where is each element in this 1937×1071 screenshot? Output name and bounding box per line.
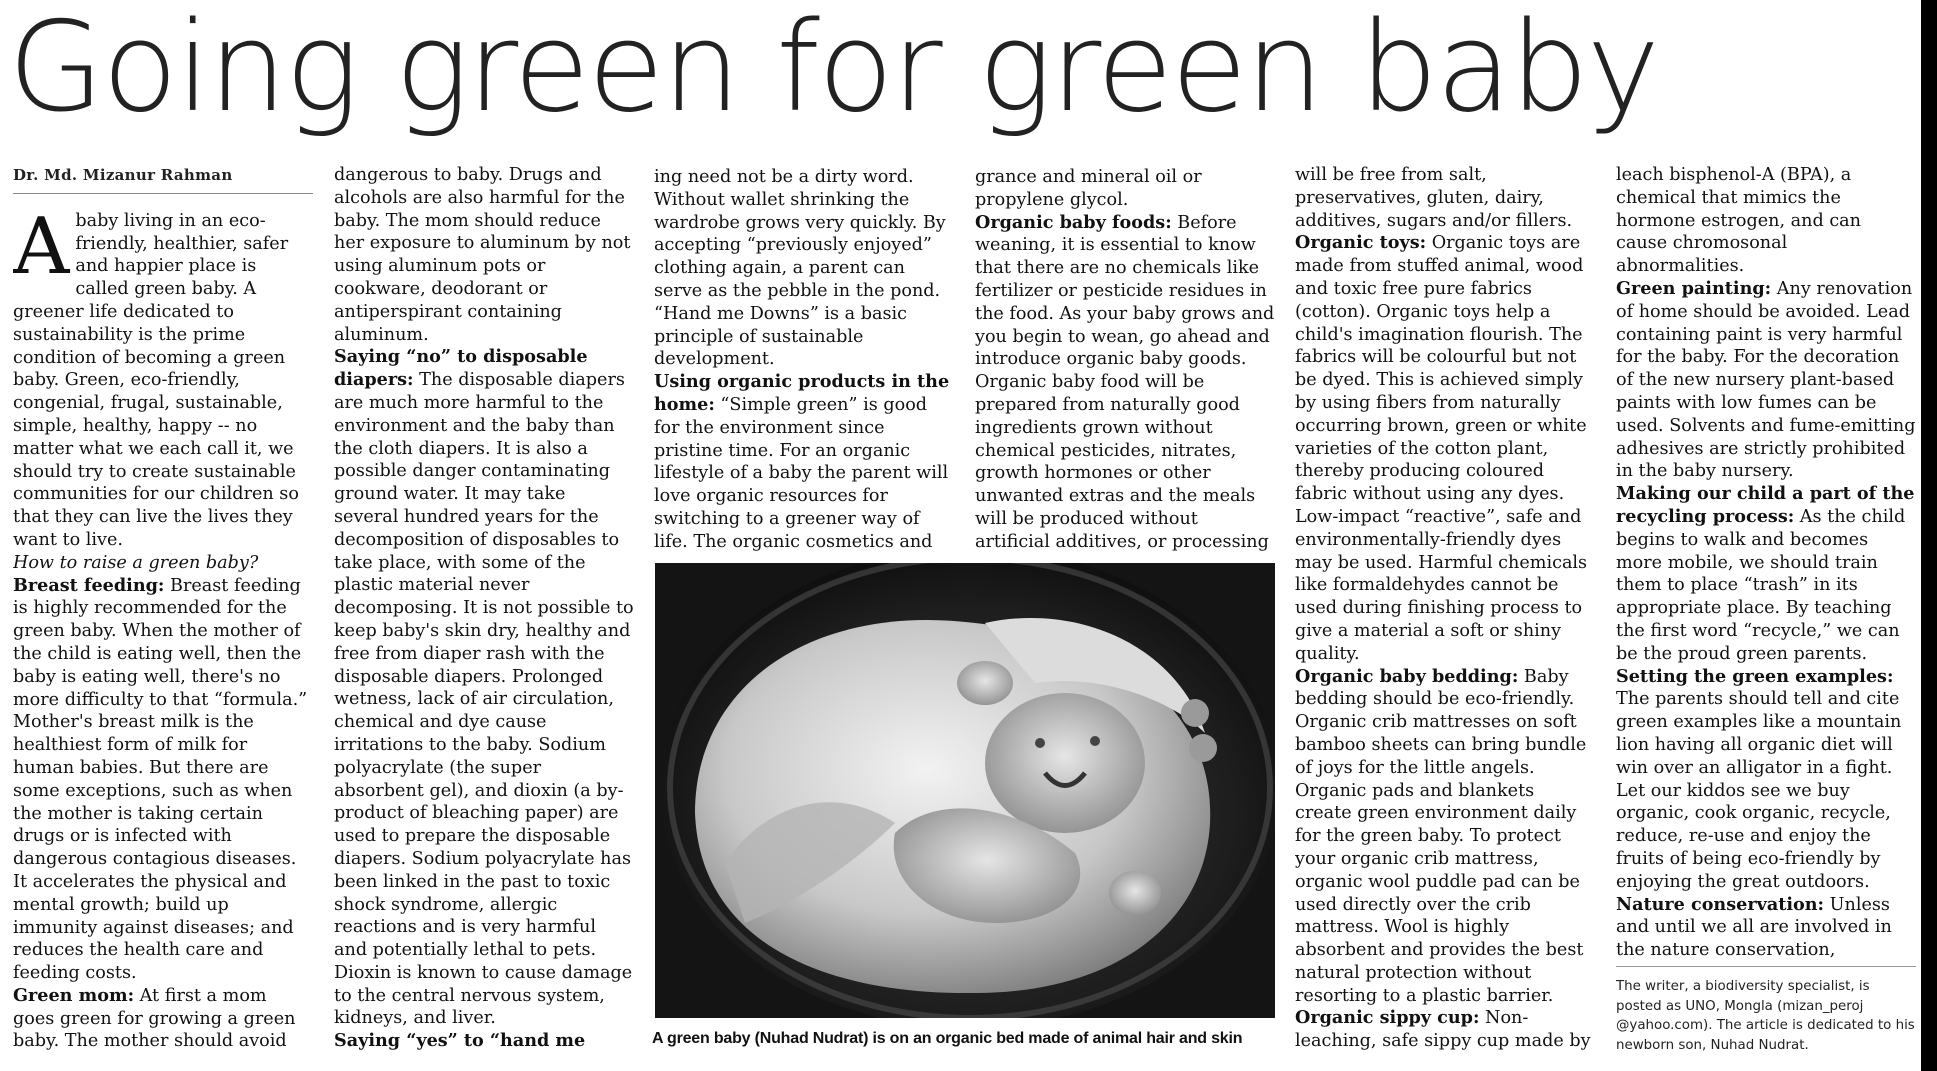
paragraph-green-mom <box>13 985 313 1054</box>
subhead-recycling: Making our child a part of the recycling process: <box>1616 483 1915 527</box>
baby-photo <box>655 563 1275 1018</box>
photo-caption: A green baby (Nuhad Nudrat) is on an organic bed made of animal hair and skin <box>652 1030 1243 1047</box>
text-baby-foods: Before weaning, it is essential to know that there are no chemicals like fertilizer or pesticide residues in the food. As your baby grows and you begin to wean, go ahead and introduce organic baby goods. Organic baby food will be prepared from naturally good ingredients grown without chemical pesticides, nitrates, growth hormones or other unwanted extras and the meals will be produced without artificial additives, or processing <box>975 212 1275 552</box>
text-green-mom: At first a mom goes green for growing a green baby. The mother should avoid <box>13 985 296 1052</box>
paragraph-fragrance: grance and mineral oil or propylene glycol. <box>975 167 1202 210</box>
text-green-painting: Any renovation of home should be avoided. Lead containing paint is very harmful for the baby. For the decoration of the new nursery plant-based paints with low fumes can be used. Solvents and fume-emitting adhesives are strictly prohibited in the baby nursery. <box>1616 278 1916 482</box>
paragraph-free-from: will be free from salt, preservatives, gluten, dairy, additives, sugars and/or fillers. <box>1295 165 1573 231</box>
paragraph-hand-me-downs <box>334 1030 634 1054</box>
subhead-nature-conservation: Nature conservation: <box>1616 893 1825 915</box>
subhead-organic-products: Using organic products in the home: <box>654 371 950 415</box>
text-recycling: As the child begins to walk and becomes more mobile, we should train them to place “trash” in its appropriate place. By teaching the first word “recycle,” we can be the proud green parents. <box>1616 506 1906 664</box>
article-column-6 <box>1616 164 1916 959</box>
intro-paragraph <box>13 201 313 552</box>
paragraph-baby-bedding <box>1295 666 1595 1008</box>
subhead-green-mom: Green mom: <box>13 984 135 1006</box>
article-column-4 <box>975 166 1275 556</box>
baby-photo-illustration <box>655 563 1275 1018</box>
subhead-baby-foods: Organic baby foods: <box>975 211 1172 233</box>
intro-text: baby living in an eco-friendly, healthier, safer and happier place is called green baby. A greener life dedicated to sustainability is the prime condition of becoming a green baby. Green, eco-friendly, congenial, frugal, sustainable, simple, healthy, happy -- no matter what we each call it, we should try to create sustainable communities for our children so that they can live the lives they want to live. <box>13 210 299 550</box>
drop-cap: A <box>13 201 70 292</box>
subhead-baby-bedding: Organic baby bedding: <box>1295 665 1519 687</box>
text-organic-toys: Organic toys are made from stuffed animal, wood and toxic free pure fabrics (cotton). Organic toys help a child's imagination flourish. The fabrics will be colourful but not be dyed. This is achieved simply by using fibers from naturally occurring brown, green or white varieties of the cotton plant, thereby producing coloured fabric without using any dyes. Low-impact “reactive”, safe and environmentally-friendly dyes may be used. Harmful chemicals like formaldehydes cannot be used during finishing process to give a material a soft or shiny quality. <box>1295 233 1588 664</box>
paragraph-clothing: ing need not be a dirty word. Without wallet shrinking the wardrobe grows very quickly. By accepting “previously enjoyed” clothing again, a parent can serve as the pebble in the pond. “Hand me Downs” is a basic principle of sustainable development. <box>654 167 946 370</box>
text-green-examples: The parents should tell and cite green examples like a mountain lion having all organic diet will win over an alligator in a fight. Let our kiddos see we buy organic, cook organic, recycle, reduce, re-use and enjoy the fruits of being eco-friendly by enjoying the great outdoors. <box>1616 689 1902 892</box>
article-column-1 <box>13 164 313 1054</box>
article-column-5 <box>1295 164 1595 1054</box>
subhead-hand-me-downs: Saying “yes” to “hand me <box>334 1030 586 1052</box>
paragraph-sippy-cup <box>1295 1007 1595 1054</box>
subhead-sippy-cup: Organic sippy cup: <box>1295 1007 1480 1029</box>
paragraph-green-examples <box>1616 666 1916 894</box>
paragraph-nature-conservation <box>1616 894 1916 960</box>
text-nature-conservation: Unless and until we all are involved in the nature conservation, <box>1616 894 1892 959</box>
text-breast-feeding: Breast feeding is highly recommended for the green baby. When the mother of the child is eating well, then the baby is eating well, there's no more difficulty to that “formula.” Mother's breast milk is the healthiest form of milk for human babies. But there are some exceptions, such as when the mother is taking certain drugs or is infected with dangerous contagious diseases. It accelerates the physical and mental growth; build up immunity against diseases; and reduces the health care and feeding costs. <box>13 575 308 984</box>
paragraph-baby-foods <box>975 212 1275 556</box>
headline: Going green for green baby <box>8 0 1659 140</box>
author-credit: The writer, a biodiversity specialist, is posted as UNO, Mongla (mizan_peroj @yahoo.com). The article is dedicated to his newborn son, Nuhad Nudrat. <box>1616 966 1916 1055</box>
page-right-border <box>1921 0 1937 1071</box>
paragraph-bpa: leach bisphenol-A (BPA), a chemical that mimics the hormone estrogen, and can cause chromosonal abnormalities. <box>1616 165 1861 277</box>
paragraph-green-painting <box>1616 278 1916 483</box>
paragraph-breast-feeding <box>13 575 313 985</box>
text-sippy-cup: Non-leaching, safe sippy cup made by <box>1295 1008 1591 1052</box>
text-disposable-diapers: The disposable diapers are much more harmful to the environment and the baby than the cloth diapers. It is also a possible danger contaminating ground water. It may take several hundred years for the decomposition of disposables to take place, with some of the plastic material never decomposing. It is not possible to keep baby's skin dry, healthy and free from diaper rash with the disposable diapers. Prolonged wetness, lack of air circulation, chemical and dye cause irritations to the baby. Sodium polyacrylate (the super absorbent gel), and dioxin (a by-product of bleaching paper) are used to prepare the disposable diapers. Sodium polyacrylate has been linked in the past to toxic shock syndrome, allergic reactions and is very harmful and potentially lethal to pets. Dioxin is known to cause damage to the central nervous system, kidneys, and liver. <box>334 370 634 1029</box>
paragraph-drugs: dangerous to baby. Drugs and alcohols are also harmful for the baby. The mom should reduce her exposure to aluminum by not using aluminum pots or cookware, deodorant or antiperspirant containing aluminum. <box>334 165 631 345</box>
paragraph-recycling <box>1616 483 1916 665</box>
text-organic-products: “Simple green” is good for the environment since pristine time. For an organic lifestyle of a baby the parent will love organic resources for switching to a greener way of life. The organic cosmetics and <box>654 394 949 552</box>
subhead-disposable-diapers: Saying “no” to disposable diapers: <box>334 346 588 391</box>
paragraph-organic-toys <box>1295 232 1595 665</box>
subhead-green-examples: Setting the green examples: <box>1616 665 1894 687</box>
subhead-organic-toys: Organic toys: <box>1295 232 1427 254</box>
paragraph-disposable-diapers <box>334 346 634 1030</box>
subhead-breast-feeding: Breast feeding: <box>13 574 165 596</box>
article-column-2 <box>334 164 634 1054</box>
article-column-3 <box>654 166 954 556</box>
byline: Dr. Md. Mizanur Rahman <box>13 164 313 194</box>
paragraph-organic-products <box>654 371 954 556</box>
subhead-green-painting: Green painting: <box>1616 277 1772 299</box>
text-baby-bedding: Baby bedding should be eco-friendly. Organic crib mattresses on soft bamboo sheets can bring bundle of joys for the little angels. Organic pads and blankets create green environment daily for the green baby. To protect your organic crib mattress, organic wool puddle pad can be used directly over the crib mattress. Wool is highly absorbent and provides the best natural protection without resorting to a plastic barrier. <box>1295 666 1587 1006</box>
section-question: How to raise a green baby? <box>13 552 259 573</box>
